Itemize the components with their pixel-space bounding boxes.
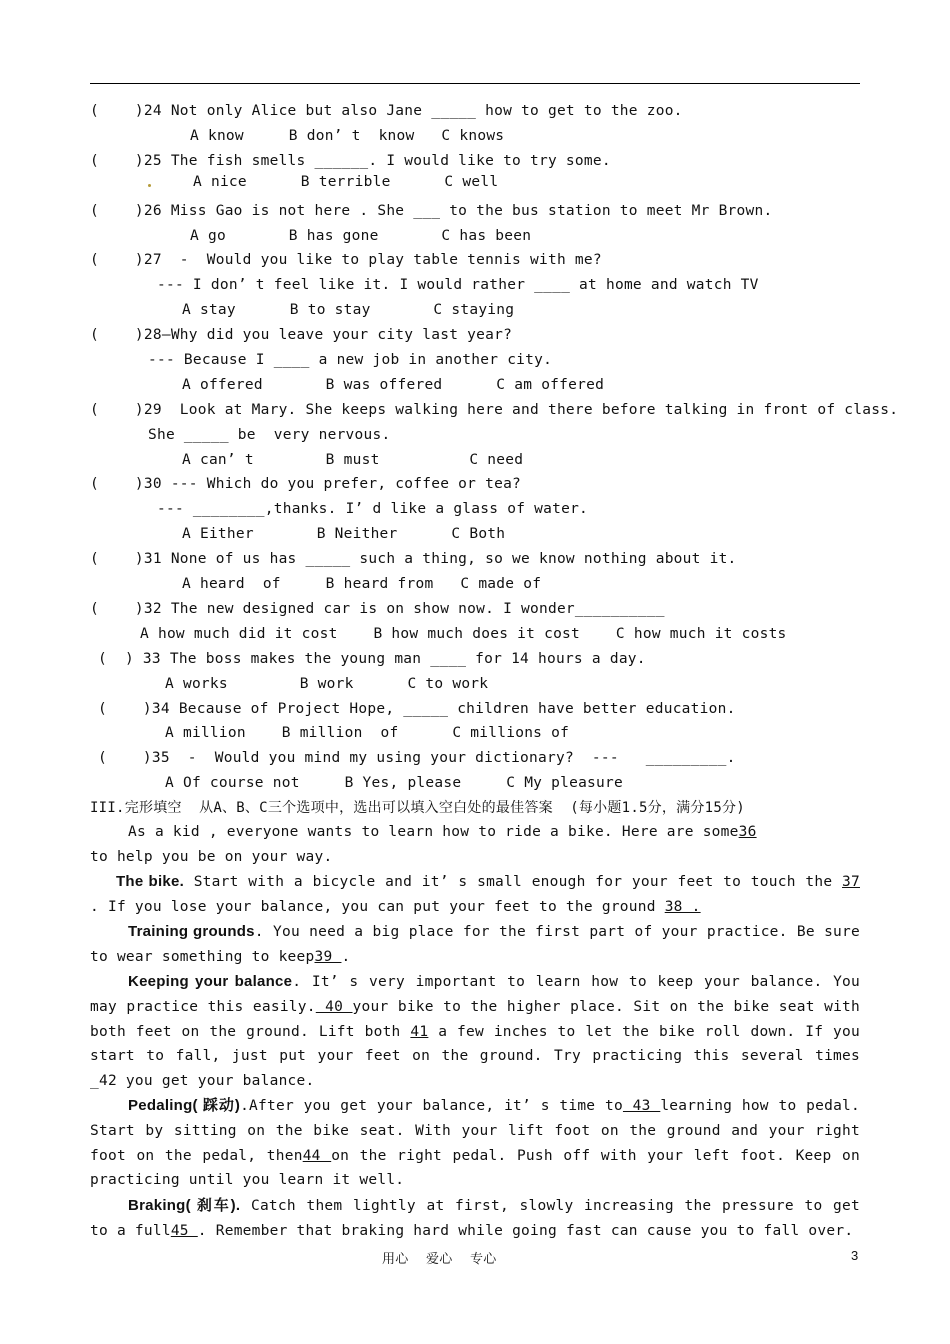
blank-36: 36: [738, 824, 757, 840]
options-28: A offered B was offered C am offered: [182, 377, 605, 393]
options-30: A Either B Neither C Both: [182, 526, 506, 542]
blank-37: 37: [842, 874, 860, 890]
question-31: ( )31 None of us has _____ such a thing, so we know nothing about it.: [90, 551, 737, 567]
question-29-continuation: She _____ be very nervous.: [148, 427, 391, 443]
options-29: A can’ t B must C need: [182, 452, 524, 468]
question-33: ( ) 33 The boss makes the young man ____ for 14 hours a day.: [98, 651, 646, 667]
options-27: A stay B to stay C staying: [182, 302, 515, 318]
blank-43: 43: [622, 1098, 661, 1114]
blank-40: 40: [315, 998, 353, 1015]
paragraph-pedaling: Pedaling( 踩动).After you get your balance, it’ s time to 43 learning how to pedal. Start by sitting on the bike seat. With your lift foot on the ground and your right foot on the pedal, then44 on the right pedal. Push off with your left foot. Keep on practicing until you learn it well.: [90, 1097, 861, 1189]
blank-44: 44: [302, 1147, 332, 1164]
page-number: 3: [851, 1248, 859, 1263]
header-rule: [90, 83, 860, 84]
question-28: ( )28—Why did you leave your city last year?: [90, 327, 513, 343]
question-28-response: --- Because I ____ a new job in another city.: [148, 352, 553, 368]
question-24: ( )24 Not only Alice but also Jane _____ how to get to the zoo.: [90, 103, 683, 119]
blank-41: 41: [410, 1023, 429, 1040]
question-30-response: --- ________,thanks. I’ d like a glass of water.: [157, 501, 589, 517]
blank-45: 45: [170, 1222, 198, 1239]
blank-39: 39: [314, 948, 342, 965]
passage-intro: As a kid , everyone wants to learn how to ride a bike. Here are some36 to help you be on your way.: [90, 824, 757, 865]
heading-pedaling: Pedaling( 踩动): [128, 1097, 241, 1114]
paragraph-braking: Braking( 刹车). Catch them lightly at first, slowly increasing the pressure to get to a full45 . Remember that braking hard while going fast can cause you to fall over.: [90, 1197, 860, 1239]
heading-the-bike: The bike.: [116, 873, 184, 890]
question-25: ( )25 The fish smells ______. I would like to try some.: [90, 153, 611, 169]
paragraph-keeping-balance: Keeping your balance. It’ s very important to learn how to keep your balance. You may practice this easily. 40 your bike to the higher place. Sit on the bike seat with both feet on the ground. Lift both 41 a few inches to let the bike roll down. If you start to fall, just put your feet on the ground. Try practicing this several times _42 you get your balance.: [90, 973, 861, 1090]
options-32: A how much did it cost B how much does it cost C how much it costs: [140, 626, 787, 642]
options-35: A Of course not B Yes, please C My pleasure: [165, 775, 623, 791]
question-26: ( )26 Miss Gao is not here . She ___ to the bus station to meet Mr Brown.: [90, 203, 773, 219]
section-3-title: III.完形填空 从A、B、C三个选项中，选出可以填入空白处的最佳答案 (每小题1.5分，满分15分): [90, 800, 745, 816]
question-27: ( )27 - Would you like to play table tennis with me?: [90, 252, 602, 268]
heading-keeping-balance: Keeping your balance: [128, 973, 293, 990]
options-34: A million B million of C millions of: [165, 725, 570, 741]
question-32: ( )32 The new designed car is on show now. I wonder__________: [90, 601, 665, 617]
page-footer: 用心 爱心 专心: [382, 1252, 497, 1267]
heading-training-grounds: Training grounds: [128, 923, 255, 940]
options-24: A know B don’ t know C knows: [190, 128, 505, 144]
blank-38: 38 .: [664, 898, 701, 915]
paragraph-training-grounds: Training grounds. You need a big place for the first part of your practice. Be sure to wear something to keep39 .: [90, 923, 860, 965]
question-30: ( )30 --- Which do you prefer, coffee or tea?: [90, 476, 522, 492]
options-26: A go B has gone C has been: [190, 228, 532, 244]
question-27-response: --- I don’ t feel like it. I would rather ____ at home and watch TV: [157, 277, 759, 293]
question-34: ( )34 Because of Project Hope, _____ children have better education.: [98, 701, 736, 717]
options-25: A nice B terrible C well: [193, 174, 499, 190]
heading-braking: Braking( 刹车).: [128, 1197, 241, 1214]
paragraph-the-bike: The bike. Start with a bicycle and it’ s small enough for your feet to touch the 37 . If you lose your balance, you can put your feet to the ground 38 .: [90, 873, 860, 915]
question-35: ( )35 - Would you mind my using your dictionary? --- _________.: [98, 750, 736, 766]
question-29: ( )29 Look at Mary. She keeps walking here and there before talking in front of class.: [90, 402, 899, 418]
stray-dot-mark: [148, 184, 151, 187]
options-33: A works B work C to work: [165, 676, 489, 692]
options-31: A heard of B heard from C made of: [182, 576, 542, 592]
